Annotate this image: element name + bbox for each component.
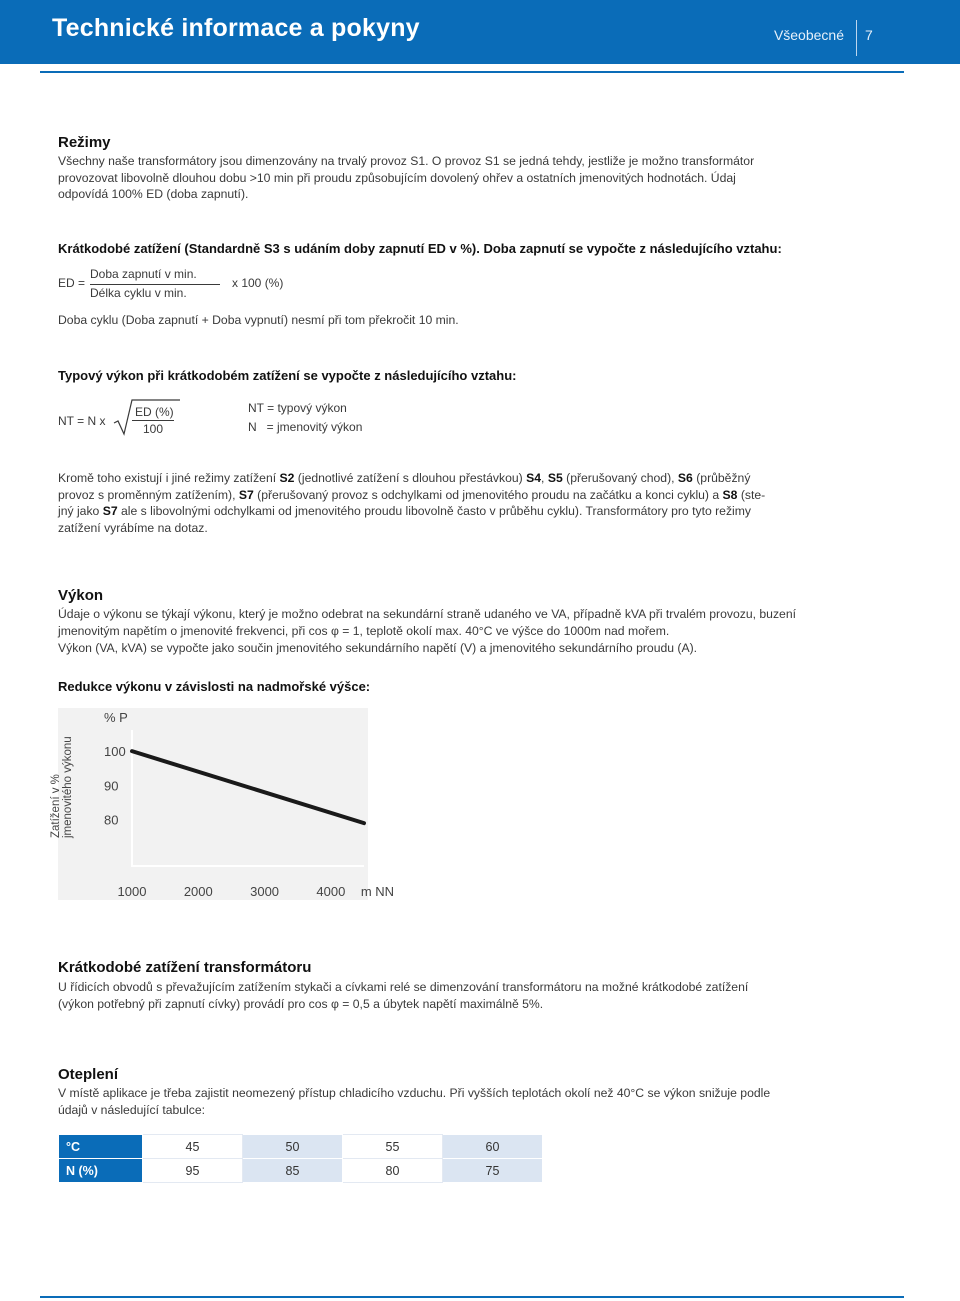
rezimy-line: odpovídá 100% ED (doba zapnutí).	[58, 187, 249, 201]
table-row-label: N (%)	[59, 1159, 143, 1183]
rezimy-heading: Režimy	[58, 134, 111, 151]
table-cell: 85	[243, 1159, 343, 1183]
altitude-derating-chart	[58, 708, 395, 900]
kt-line: (výkon potřebný při zapnutí cívky) provádí pro cos φ = 0,5 a úbytek napětí maximálně 5%.	[58, 996, 544, 1011]
nt-formula-numerator: ED (%)	[135, 405, 174, 419]
temperature-table	[58, 1134, 543, 1183]
chart-x-tick: 4000	[316, 884, 346, 899]
chart-y-tick: 80	[104, 812, 119, 828]
vykon-line: jmenovitým napětím o jmenovité frekvenci, při cos φ = 1, teplotě okolí max. 40°C ve výšce do 1000m nad mořem.	[58, 624, 670, 638]
modes-line-3: jný jako S7 ale s libovolnými odchylkami od jmenovitého proudu libovolně často v průběhu cyklu). Transformátory pro tyto režimy	[58, 504, 752, 518]
table-row	[59, 1135, 543, 1159]
table-row-label: °C	[59, 1135, 143, 1159]
otepleni-line: údajů v následující tabulce:	[58, 1102, 206, 1117]
chart-ylabel-line-2: jmenovitého výkonu	[62, 736, 74, 838]
chart-x-unit: m NN	[360, 884, 395, 899]
rezimy-text	[58, 153, 754, 203]
modes-line-4: zatížení vyrábíme na dotaz.	[58, 520, 208, 535]
ed-formula-numerator: Doba zapnutí v min.	[90, 267, 197, 281]
redukce-heading: Redukce výkonu v závislosti na nadmořské výšce:	[58, 679, 371, 694]
table-cell: 45	[143, 1135, 243, 1159]
page-number: 7	[865, 27, 873, 43]
vykon-line: Údaje o výkonu se týkají výkonu, který je možno odebrat na sekundární straně udaného ve VA, případně kVA při trvalém provozu, buzení	[58, 607, 796, 621]
chart-x-tick: 1000	[117, 884, 147, 899]
vykon-text	[58, 606, 796, 657]
chart-y-unit: % P	[104, 710, 128, 725]
page-header	[0, 0, 960, 64]
otepleni-text	[58, 1085, 770, 1118]
chart-series-line	[132, 751, 364, 823]
rezimy-line: provozovat libovolně dlouhou dobu >10 min při proudu způsobujícím dovolený ohřev a ostatních jmenovitých hodnotách. Údaj	[58, 170, 736, 185]
table-cell: 55	[343, 1135, 443, 1159]
chart-x-tick: 3000	[250, 884, 280, 899]
section-name: Všeobecné	[773, 27, 844, 43]
cycle-note: Doba cyklu (Doba zapnutí + Doba vypnutí) nesmí při tom překročit 10 min.	[58, 313, 459, 327]
rezimy-line: Všechny naše transformátory jsou dimenzovány na trvalý provoz S1. O provoz S1 se jedná tehdy, jestliže je možno transformátor	[58, 154, 755, 168]
chart-ylabel-line-1: Zatížení v %	[50, 774, 62, 838]
nt-legend-2: N = jmenovitý výkon	[248, 420, 363, 434]
table-row	[59, 1159, 543, 1183]
table-cell: 50	[243, 1135, 343, 1159]
header-divider	[856, 20, 857, 56]
ed-formula-denominator: Délka cyklu v min.	[90, 286, 187, 300]
nt-formula-denominator: 100	[143, 422, 164, 436]
chart-y-tick: 90	[104, 778, 119, 794]
table-cell: 95	[143, 1159, 243, 1183]
otepleni-heading: Oteplení	[58, 1066, 119, 1083]
chart-axes	[132, 730, 364, 866]
vykon-line: Výkon (VA, kVA) se vypočte jako součin jmenovitého sekundárního napětí (V) a jmenovitého sekundárního proudu (A).	[58, 641, 698, 655]
typovy-heading: Typový výkon při krátkodobém zatížení se vypočte z následujícího vztahu:	[58, 368, 517, 383]
header-underline	[40, 71, 904, 73]
kt-line: U řídicích obvodů s převažujícím zatížením stykači a cívkami relé se dimenzování transformátoru na možné krátkodobé zatížení	[58, 980, 749, 994]
page-title: Technické informace a pokyny	[52, 14, 420, 42]
ed-fraction-line	[90, 284, 220, 285]
nt-fraction-line	[132, 420, 174, 421]
table-cell: 75	[443, 1159, 543, 1183]
footer-line	[40, 1296, 904, 1298]
vykon-heading: Výkon	[58, 587, 104, 604]
ed-formula-lhs: ED =	[58, 276, 86, 290]
nt-legend-1: NT = typový výkon	[248, 401, 347, 415]
chart-x-tick: 2000	[183, 884, 213, 899]
chart-y-tick: 100	[104, 744, 126, 760]
otepleni-line: V místě aplikace je třeba zajistit neomezený přístup chladicího vzduchu. Při vyšších teplotách okolí než 40°C se výkon snižuje podle	[58, 1086, 771, 1100]
table-cell: 60	[443, 1135, 543, 1159]
modes-line-1: Kromě toho existují i jiné režimy zatížení S2 (jednotlivé zatížení s dlouhou přestávkou) S4, S5 (přerušovaný chod), S6 (průběžný	[58, 471, 751, 485]
kratkodobe-transformatoru-text	[58, 979, 748, 1012]
ed-formula-multiplier: x 100 (%)	[232, 276, 284, 290]
modes-line-2: provoz s proměnným zatížením), S7 (přerušovaný provoz s odchylkami od jmenovitého proudu na začátku a konci cyklu) a S8 (ste-	[58, 487, 766, 502]
kratkodobe-transformatoru-heading: Krátkodobé zatížení transformátoru	[58, 959, 312, 976]
table-cell: 80	[343, 1159, 443, 1183]
nt-formula-lhs: NT = N x	[58, 414, 106, 428]
kratkodobe-heading: Krátkodobé zatížení (Standardně S3 s udáním doby zapnutí ED v %). Doba zapnutí se vypočte z následujícího vztahu:	[58, 241, 782, 256]
modes-paragraph	[58, 470, 765, 536]
